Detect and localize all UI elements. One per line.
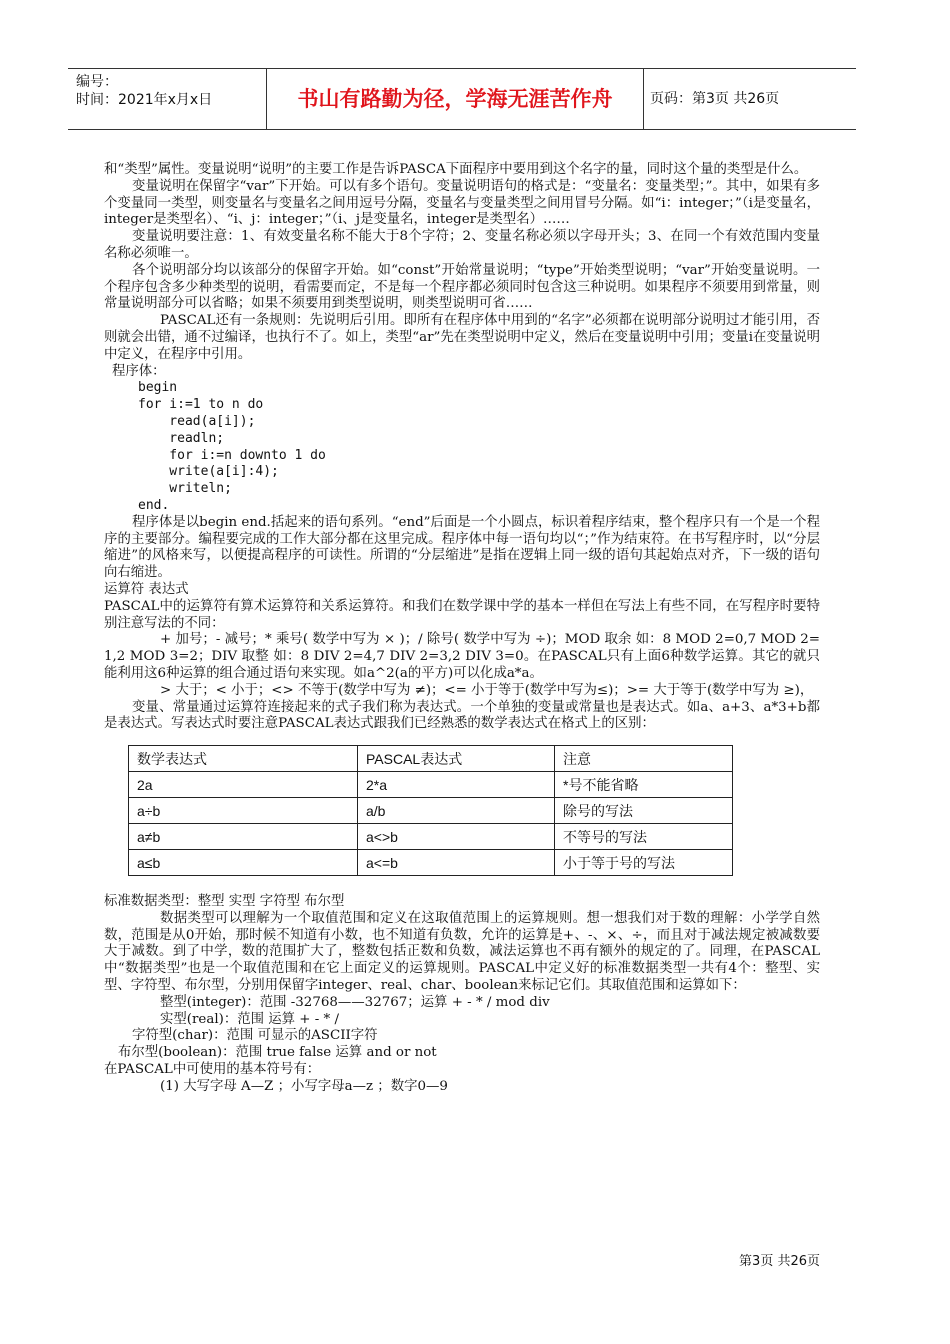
code-line: for i:=n downto 1 do: [138, 447, 326, 463]
paragraph: 变量、常量通过运算符连接起来的式子我们称为表达式。一个单独的变量或常量也是表达式。如a、a+3、a*3+b都是表达式。写表达式时要注意PASCAL表达式跟我们已经熟悉的数学表达式在格式上的区别：: [104, 699, 820, 732]
code-line: readln;: [138, 430, 225, 446]
table-row: [129, 798, 733, 824]
code-line: for i:=1 to n do: [138, 397, 264, 413]
table-cell: 2a: [129, 772, 358, 798]
type-line: 实型(real)：范围 运算 + - * /: [160, 1011, 340, 1027]
code-line: begin: [138, 380, 178, 396]
table-cell: 2*a: [358, 772, 555, 798]
table-cell: a≠b: [129, 824, 358, 850]
table-cell: a≤b: [129, 850, 358, 876]
code-line: read(a[i]);: [138, 413, 256, 429]
section-heading: 运算符 表达式: [104, 581, 189, 597]
table-cell: *号不能省略: [555, 772, 733, 798]
table-row: [129, 824, 733, 850]
table-cell: a<>b: [358, 824, 555, 850]
table-cell: a/b: [358, 798, 555, 824]
table-cell: 不等号的写法: [555, 824, 733, 850]
paragraph: 在PASCAL中可使用的基本符号有：: [104, 1062, 321, 1078]
table-header-cell: 数学表达式: [129, 746, 358, 772]
paragraph: PASCAL中的运算符有算术运算符和关系运算符。和我们在数学课中学的基本一样但在写法上有些不同，在写程序时要特别注意写法的不同：: [104, 598, 820, 631]
document-body: [104, 162, 820, 1096]
table-header-cell: 注意: [555, 746, 733, 772]
paragraph: > 大于；< 小于；<> 不等于(数学中写为 ≠)；<= 小于等于(数学中写为≤)；>= 大于等于(数学中写为 ≥)，: [160, 682, 814, 698]
type-line: 字符型(char)：范围 可显示的ASCII字符: [132, 1028, 378, 1044]
section-label: 程序体：: [112, 363, 166, 379]
paragraph: 各个说明部分均以该部分的保留字开始。如“const”开始常量说明；“type”开始类型说明；“var”开始变量说明。一个程序包含多少种类型的说明，看需要而定，不是每一个程序都必须同时包含这三种说明。如果程序不须要用到常量，则常量说明部分可以省略；如果不须要用到类型说明，则类型说明可省……: [104, 262, 820, 312]
header-motto: 书山有路勤为径，学海无涯苦作舟: [267, 69, 644, 129]
table-row: [129, 850, 733, 876]
code-line: writeln;: [138, 481, 232, 497]
header-number: 编号：: [76, 74, 118, 90]
page-header: [68, 68, 856, 130]
header-page: 页码：第3页 共26页: [650, 91, 780, 107]
table-cell: 小于等于号的写法: [555, 850, 733, 876]
header-time: 时间：2021年x月x日: [76, 92, 213, 108]
table-cell: a÷b: [129, 798, 358, 824]
type-line: 布尔型(boolean)：范围 true false 运算 and or not: [118, 1045, 437, 1061]
code-line: end.: [138, 497, 170, 513]
expression-table: [128, 745, 733, 876]
page-footer: 第3页 共26页: [739, 1254, 820, 1269]
paragraph: 变量说明在保留字“var”下开始。可以有多个语句。变量说明语句的格式是：“变量名：变量类型；”。其中，如果有多个变量同一类型，则变量名与变量名之间用逗号分隔，变量名与变量类型之间用冒号分隔。如“i：integer；”（i是变量名，integer是类型名）、“i、j：integer；”（i、j是变量名，integer是类型名）……: [104, 178, 820, 228]
type-line: 整型(integer)：范围 -32768——32767；运算 + - * / mod div: [160, 994, 550, 1010]
table-row: [129, 772, 733, 798]
paragraph: + 加号；- 减号；* 乘号( 数学中写为 × )；/ 除号( 数学中写为 ÷)；MOD 取余 如：8 MOD 2=0,7 MOD 2=1,2 MOD 3=2；DIV 取整 如：8 DIV 2=4,7 DIV 2=3,2 DIV 3=0。在PASCAL只有上面6种数学运算。其它的就只能利用这6种运算的组合通过语句来实现。如a^2(a的平方)可以化成a*a。: [104, 632, 820, 681]
code-block: [104, 380, 820, 514]
header-meta: [68, 69, 267, 129]
table-header-row: [129, 746, 733, 772]
table-cell: a<=b: [358, 850, 555, 876]
paragraph: 变量说明要注意：1、有效变量名称不能大于8个字符；2、变量名称必须以字母开头；3、在同一个有效范围内变量名称必须唯一。: [104, 229, 820, 261]
paragraph: 程序体是以begin end.括起来的语句系列。“end”后面是一个小圆点，标识着程序结束，整个程序只有一个是一个程序的主要部分。编程要完成的工作大部分都在这里完成。程序体中每一语句均以“；”作为结束符。在书写程序时，以“分层缩进”的风格来写，以便提高程序的可读性。所谓的“分层缩进”是指在逻辑上同一级的语句其起始点对齐，下一级的语句向右缩进。: [104, 514, 820, 581]
table-cell: 除号的写法: [555, 798, 733, 824]
table-header-cell: PASCAL表达式: [358, 746, 555, 772]
paragraph: (1) 大写字母 A—Z ；小写字母a—z ；数字0—9: [160, 1078, 448, 1094]
paragraph: PASCAL还有一条规则：先说明后引用。即所有在程序体中用到的“名字”必须都在说明部分说明过才能引用，否则就会出错，通不过编译，也执行不了。如上，类型“ar”先在类型说明中定义，然后在变量说明中引用；变量i在变量说明中定义，在程序中引用。: [104, 313, 820, 362]
paragraph: 和“类型”属性。变量说明“说明”的主要工作是告诉PASCA下面程序中要用到这个名字的量，同时这个量的类型是什么。: [104, 162, 808, 177]
section-heading: 标准数据类型：整型 实型 字符型 布尔型: [104, 894, 345, 910]
paragraph: 数据类型可以理解为一个取值范围和定义在这取值范围上的运算规则。想一想我们对于数的理解：小学学自然数，范围是从0开始，那时候不知道有小数，也不知道有负数，允许的运算是+、-、×、÷，而且对于减法规定被减数要大于减数。到了中学，数的范围扩大了，整数包括正数和负数，减法运算也不再有额外的规定的了。同理，在PASCAL中“数据类型”也是一个取值范围和在它上面定义的运算规则。PASCAL中定义好的标准数据类型一共有4个：整型、实型、字符型、布尔型，分别用保留字integer、real、char、boolean来标记它们。其取值范围和运算如下：: [104, 910, 820, 994]
code-line: write(a[i]:4);: [138, 464, 279, 480]
